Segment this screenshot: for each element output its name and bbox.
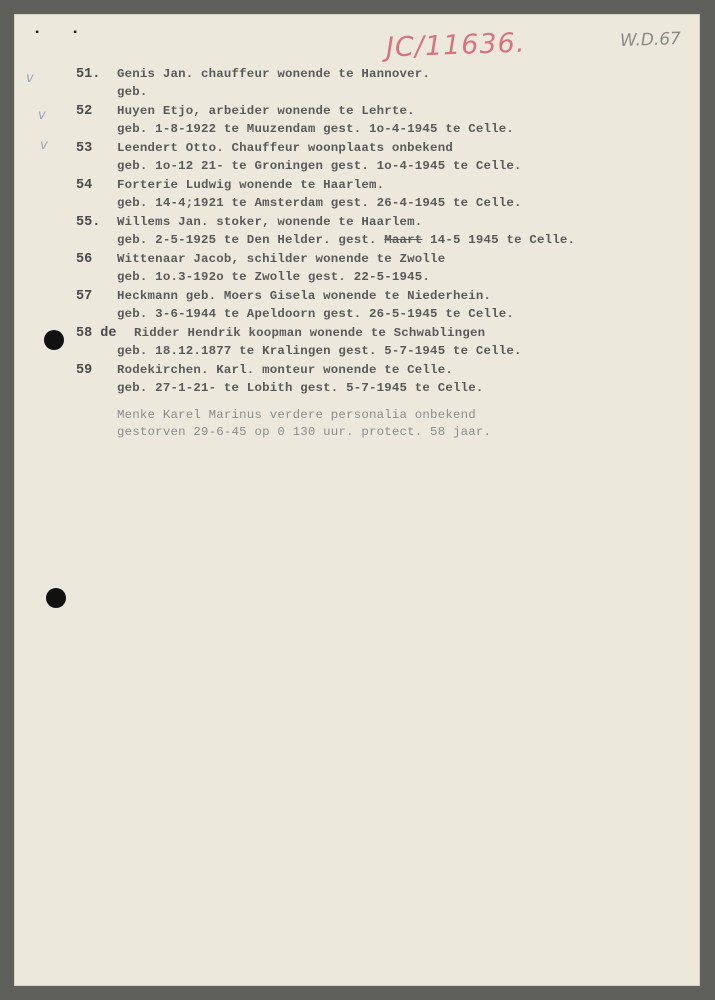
speck-mark: ▪ — [34, 28, 41, 39]
entry-line-part: 14-5 1945 te Celle. — [430, 233, 576, 247]
struck-text: Maart — [384, 233, 423, 247]
entry-number: 56 — [76, 252, 93, 267]
entry-line: Ridder Hendrik koopman wonende te Schwablingen — [134, 326, 486, 340]
entry-line-composite — [117, 233, 575, 247]
speck-mark: ▪ — [72, 28, 79, 39]
entry-number: 54 — [76, 178, 93, 193]
entry-line: geb. 1o-12 21- te Groningen gest. 1o-4-1945 te Celle. — [117, 159, 522, 173]
entry-line: Rodekirchen. Karl. monteur wonende te Celle. — [117, 363, 453, 377]
checkmark-icon: v — [38, 108, 46, 123]
entry-line: Wittenaar Jacob, schilder wonende te Zwolle — [117, 252, 446, 266]
entry-line: geb. 27-1-21- te Lobith gest. 5-7-1945 te Celle. — [117, 381, 484, 395]
corner-mark: W.D.67 — [619, 28, 682, 52]
note-line: gestorven 29-6-45 op 0 130 uur. protect. 58 jaar. — [117, 425, 492, 439]
entry-number: 52 — [76, 104, 93, 119]
entry-line: Leendert Otto. Chauffeur woonplaats onbekend — [117, 141, 453, 155]
entry-line: Willems Jan. stoker, wonende te Haarlem. — [117, 215, 423, 229]
entry-line: geb. 1o.3-192o te Zwolle gest. 22-5-1945. — [117, 270, 431, 284]
note-line: Menke Karel Marinus verdere personalia onbekend — [117, 408, 476, 422]
entry-line: geb. 3-6-1944 te Apeldoorn gest. 26-5-1945 te Celle. — [117, 307, 515, 321]
punch-hole — [46, 588, 66, 608]
entry-line: geb. 1-8-1922 te Muuzendam gest. 1o-4-1945 te Celle. — [117, 122, 515, 136]
entry-line: geb. 18.12.1877 te Kralingen gest. 5-7-1945 te Celle. — [117, 344, 522, 358]
entry-number: 58 de — [76, 326, 117, 341]
punch-hole — [44, 330, 64, 350]
entry-number: 59 — [76, 363, 93, 378]
entry-line: Genis Jan. chauffeur wonende te Hannover. — [117, 67, 431, 81]
checkmark-icon: v — [26, 71, 34, 86]
entry-number: 53 — [76, 141, 93, 156]
document-page — [14, 14, 700, 986]
archive-stamp: JC/11636. — [385, 27, 526, 64]
entry-line: Heckmann geb. Moers Gisela wonende te Niederhein. — [117, 289, 492, 303]
entry-line: Forterie Ludwig wonende te Haarlem. — [117, 178, 385, 192]
entry-number: 57 — [76, 289, 93, 304]
checkmark-icon: v — [40, 138, 48, 153]
entry-line-part: geb. 2-5-1925 te Den Helder. gest. — [117, 233, 377, 247]
entry-line: Huyen Etjo, arbeider wonende te Lehrte. — [117, 104, 415, 118]
entry-line: geb. 14-4;1921 te Amsterdam gest. 26-4-1945 te Celle. — [117, 196, 522, 210]
entry-number: 55. — [76, 215, 101, 230]
entry-number: 51. — [76, 67, 101, 82]
entry-line: geb. — [117, 85, 148, 99]
